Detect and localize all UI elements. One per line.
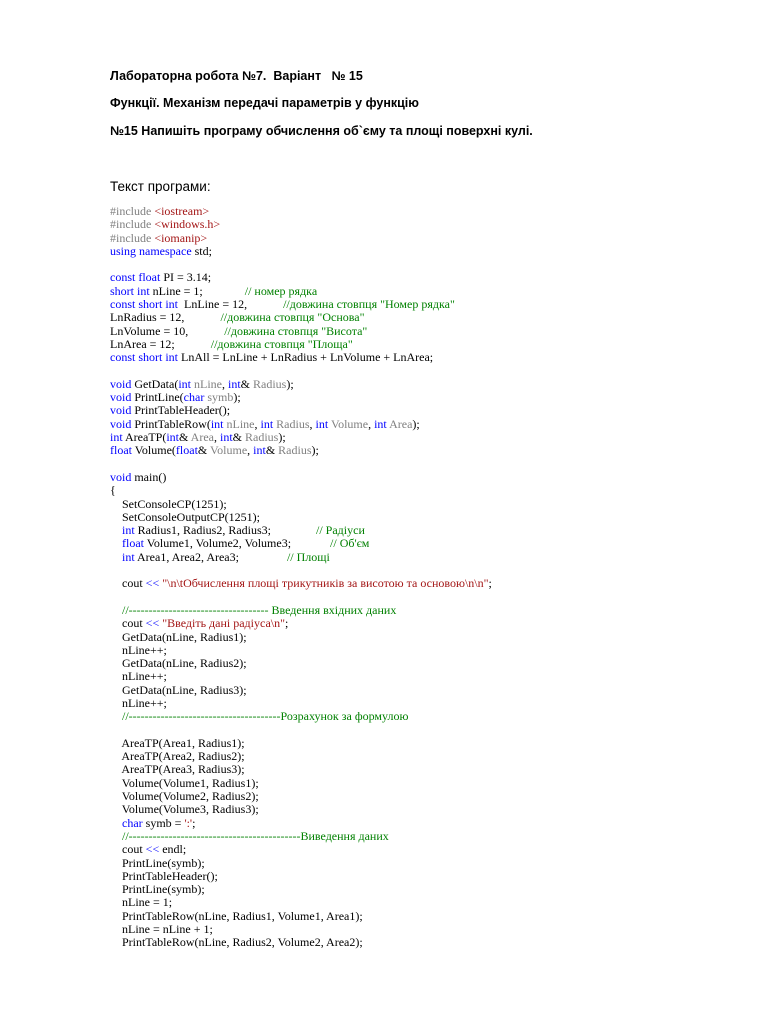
code-token: { [110,483,116,498]
code-line [110,896,492,909]
code-line [110,857,492,870]
code-token: LnLine = 12, [178,297,284,312]
code-line [110,670,492,683]
code-token: Volume(Volume1, Radius1); [110,775,259,790]
code-line [110,923,492,936]
code-line [110,790,492,803]
code-token: LnArea = 12; [110,336,211,351]
code-token: nLine = nLine + 1; [110,922,213,937]
code-token: PrintLine(symb); [110,882,205,897]
code-token: ; [488,576,492,591]
code-token: //довжина стовпця "Площа" [210,336,353,351]
code-line [110,697,492,710]
code-token: #include [110,204,155,218]
code-token: PrintTableRow(nLine, Radius1, Volume1, Area1); [110,908,363,923]
code-token: PrintLine(symb); [110,855,205,870]
code-token: //----------------------------------- Введення вхідних даних [122,602,397,617]
code-token [110,536,122,550]
code-token: & [179,430,191,445]
code-token [110,550,122,564]
code-token: char [183,390,205,405]
code-token: float [122,536,144,551]
code-token: , [247,443,254,458]
code-token: main() [131,469,167,484]
code-token: int [253,443,266,458]
code-line [110,524,492,537]
code-token: Area1, Area2, Area3; [134,549,287,564]
code-token: AreaTP(Area1, Radius1); [110,735,245,750]
code-token: #include [110,217,155,232]
code-token: ); [233,390,241,405]
code-token: , [309,416,316,431]
code-token: ; [192,815,196,830]
code-token: LnRadius = 12, [110,310,221,325]
code-token: //довжина стовпця "Номер рядка" [283,297,455,312]
code-token: int [260,416,274,431]
code-token: Radius [253,376,287,391]
code-line [110,830,492,843]
code-token: Area [190,430,214,445]
code-token: GetData(nLine, Radius1); [110,629,247,644]
code-token: const short int [110,350,178,365]
code-line [110,604,492,617]
code-token: // Площі [286,549,330,564]
code-token: int [166,430,179,445]
code-token: nLine [223,416,255,431]
code-token: , [214,430,220,445]
code-token: // номер рядка [244,283,318,298]
code-token: PrintTableRow(nLine, Radius2, Volume2, Area2); [110,935,363,950]
code-token [110,816,122,830]
code-line [110,803,492,816]
code-token: nLine++; [110,669,167,684]
code-token: int [220,430,233,445]
code-token: ':' [184,815,193,830]
code-token: "\n\tОбчислення площі трикутників за висотою та основою\n\n" [162,576,489,591]
code-token: cout [110,576,146,591]
code-token: float [175,443,198,458]
code-token: & [197,443,211,458]
code-line [110,843,492,856]
code-token: int [210,416,224,431]
code-token: GetData(nLine, Radius3); [110,682,247,697]
code-token: nLine++; [110,695,167,710]
code-token: SetConsoleOutputCP(1251); [110,509,261,524]
code-token: short int [110,283,150,298]
code-line [110,724,492,737]
code-token: "Введіть дані радіуса\n" [162,616,286,631]
code-token: <iostream> [154,204,210,218]
code-line [110,498,492,511]
code-line [110,777,492,790]
code-token: void [110,403,132,418]
code-line [110,870,492,883]
code-line [110,763,492,776]
code-token: Radius [278,443,312,458]
code-token: symb = [142,815,185,830]
code-token: std; [191,243,212,258]
code-line [110,458,492,471]
code-token: <windows.h> [154,217,221,232]
code-token: << [145,576,160,591]
code-line [110,271,492,284]
code-token: int [122,523,135,538]
code-line [110,883,492,896]
code-token: nLine = 1; [149,283,245,298]
code-token: Volume [210,443,248,458]
code-token: nLine = 1; [110,895,173,910]
code-token: ; [285,616,289,631]
code-token: int [315,416,329,431]
code-line [110,338,492,351]
code-line [110,591,492,604]
code-token: const short int [110,297,178,312]
code-token: PrintTableHeader(); [131,403,231,418]
code-line [110,404,492,417]
code-line [110,218,492,231]
code-token: void [110,390,132,405]
code-line [110,817,492,830]
code-line [110,684,492,697]
code-line [110,710,492,723]
code-token: // Об'єм [330,536,370,551]
code-token: PrintTableRow( [131,416,211,431]
code-line [110,537,492,550]
code-line [110,365,492,378]
code-token: GetData(nLine, Radius2); [110,656,247,671]
code-line [110,285,492,298]
code-line [110,298,492,311]
code-line [110,391,492,404]
code-line [110,936,492,949]
code-token: Volume(Volume3, Radius3); [110,802,259,817]
code-token: void [110,416,132,431]
code-token: Radius1, Radius2, Radius3; [134,523,317,538]
code-token: AreaTP(Area2, Radius2); [110,749,245,764]
code-token: nLine [191,376,222,391]
code-line [110,444,492,457]
code-token: ); [278,430,286,445]
code-token: AreaTP( [122,430,167,445]
code-line [110,511,492,524]
code-token: int [228,376,241,391]
code-token [110,709,122,723]
code-token: //--------------------------------------Розрахунок за формулою [122,709,409,724]
code-token: int [110,430,123,445]
code-line [110,311,492,324]
code-line [110,484,492,497]
code-line [110,644,492,657]
code-token: GetData( [131,376,179,391]
code-token: //довжина стовпця "Основа" [220,310,365,325]
code-token: AreaTP(Area3, Radius3); [110,762,245,777]
code-token [110,603,122,617]
code-token: endl; [159,842,187,857]
code-token: cout [110,616,146,631]
code-line [110,617,492,630]
code-line [110,631,492,644]
code-line [110,232,492,245]
code-line [110,205,492,218]
program-label: Текст програми: [110,179,211,194]
code-line [110,910,492,923]
code-token: Area [386,416,413,431]
code-token: int [122,549,135,564]
code-token: Volume(Volume2, Radius2); [110,789,259,804]
code-token: Radius [273,416,310,431]
code-token: int [374,416,387,431]
code-line [110,378,492,391]
code-token: Volume [328,416,369,431]
code-token: const float [110,270,161,285]
code-line [110,258,492,271]
code-token [110,523,122,537]
code-line [110,325,492,338]
code-token: , [368,416,375,431]
code-token: ); [311,443,319,458]
code-token: ); [412,416,420,431]
code-line [110,418,492,431]
code-line [110,657,492,670]
code-token: PrintTableHeader(); [110,868,218,883]
code-token: , [222,376,228,391]
code-line [110,577,492,590]
code-token: void [110,469,132,484]
code-line [110,245,492,258]
code-token: & [232,430,246,445]
code-token: // Радіуси [316,523,365,538]
code-token [110,829,122,843]
code-token: LnAll = LnLine + LnRadius + LnVolume + LnArea; [178,350,434,365]
code-token: Volume( [132,443,176,458]
code-line [110,351,492,364]
code-token: <iomanip> [154,230,208,245]
code-token: & [265,443,279,458]
task-title: №15 Напишіть програму обчислення об`єму та площі поверхні кулі. [110,124,533,138]
code-token: << [145,842,160,857]
code-token: SetConsoleCP(1251); [110,496,227,511]
code-token: nLine++; [110,642,167,657]
code-token: , [254,416,261,431]
code-token: //-------------------------------------------Виведення даних [122,828,389,843]
code-token: << [145,616,160,631]
code-token: PI = 3.14; [160,270,212,285]
code-token: int [178,376,191,391]
code-line [110,551,492,564]
code-line [110,431,492,444]
code-token: void [110,376,132,391]
code-listing [110,205,492,950]
code-line [110,737,492,750]
code-token: Radius [245,430,279,445]
code-line [110,471,492,484]
code-token: symb [204,390,234,405]
lab-title: Лабораторна робота №7. Варіант № 15 [110,69,363,83]
code-token: ); [286,376,294,391]
code-token: using namespace [110,243,192,258]
topic-title: Функції. Механізм передачі параметрів у функцію [110,96,419,110]
code-token: Volume1, Volume2, Volume3; [144,536,331,551]
code-token: & [240,376,254,391]
code-token: LnVolume = 10, [110,323,225,338]
code-line [110,564,492,577]
code-token: char [122,815,143,830]
code-token: cout [110,842,146,857]
code-token: float [110,443,132,458]
code-token: //довжина стовпця "Висота" [224,323,368,338]
code-token: #include [110,230,155,245]
code-line [110,750,492,763]
code-token: PrintLine( [131,390,184,405]
